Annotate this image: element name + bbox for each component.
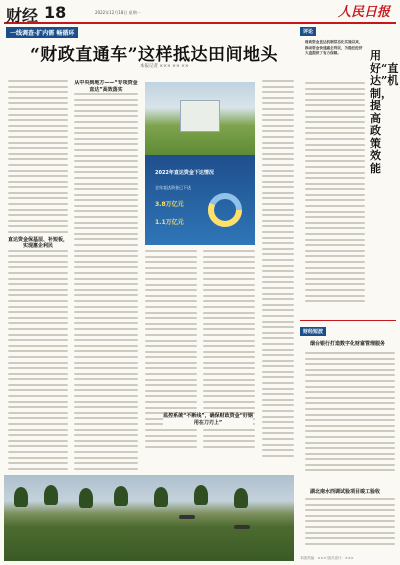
commentary-lead: 财政资金直达机制常态化实施以来，推动资金快速惠企利民，为稳住经济大盘提供了有力保障。 (305, 40, 363, 56)
article-byline: 本报记者 ××× ×× ×× (140, 64, 189, 69)
brief-headline-2: 湖北南水西调试验项目竣工验收 (310, 489, 381, 495)
body-column-3 (145, 250, 197, 470)
drone-icon (179, 515, 195, 519)
briefs-tag: 财经短波 (300, 327, 326, 336)
tree-silhouette (114, 486, 128, 506)
body-column-5 (262, 80, 294, 470)
page-footer: 本版责编：××× 版式设计：××× (300, 556, 354, 560)
commentary-tag: 评论 (300, 27, 316, 36)
article-kicker: 一线调查·扩内需 畅循环 (6, 27, 78, 38)
subhead-2: 从中央到地方——“专项资金直达”高效落实 (74, 80, 138, 93)
funding-infographic (145, 155, 255, 245)
body-column-2 (74, 80, 138, 470)
subhead-3: 监控系统“不断线”，确保财政资金“好钢用在刀刃上” (163, 413, 253, 426)
tree-silhouette (194, 485, 208, 505)
section-divider (300, 320, 396, 321)
tree-silhouette (234, 488, 248, 508)
infographic-stat-1: 3.8万亿元 (155, 201, 184, 208)
body-column-4 (203, 250, 255, 470)
tree-silhouette (79, 488, 93, 508)
infographic-stat-2: 1.1万亿元 (155, 219, 184, 226)
commentary-title: 用好“直达”机制，提高政策效能 (370, 49, 399, 175)
subhead-1: 直达资金保基层、补短板，实现惠企利民 (8, 236, 68, 250)
brief-headline-1: 烟台银行打造数字化财富管理服务 (310, 341, 386, 347)
body-column-1 (8, 80, 68, 470)
dateline: 2022年12月18日 星期一 (95, 10, 141, 15)
brief-body-2 (305, 498, 395, 553)
infographic-title: 2022年直达资金下达情况 (155, 170, 214, 176)
section-title: 财经 (6, 6, 39, 25)
article-headline: “财政直通车”这样抵达田间地头 (30, 45, 279, 65)
pump-house-building (180, 100, 220, 132)
page-number: 18 (44, 3, 67, 22)
infographic-subtitle: 全年直达资金已下达 (155, 185, 191, 190)
donut-graphic (205, 190, 245, 230)
brief-body-1 (305, 352, 395, 482)
tree-silhouette (14, 487, 28, 507)
tree-silhouette (154, 487, 168, 507)
drone-icon (234, 525, 250, 529)
farmland-drone-photo (4, 475, 294, 561)
newspaper-logo: 人民日报 (338, 5, 391, 20)
tree-silhouette (44, 485, 58, 505)
commentary-body (305, 82, 365, 312)
